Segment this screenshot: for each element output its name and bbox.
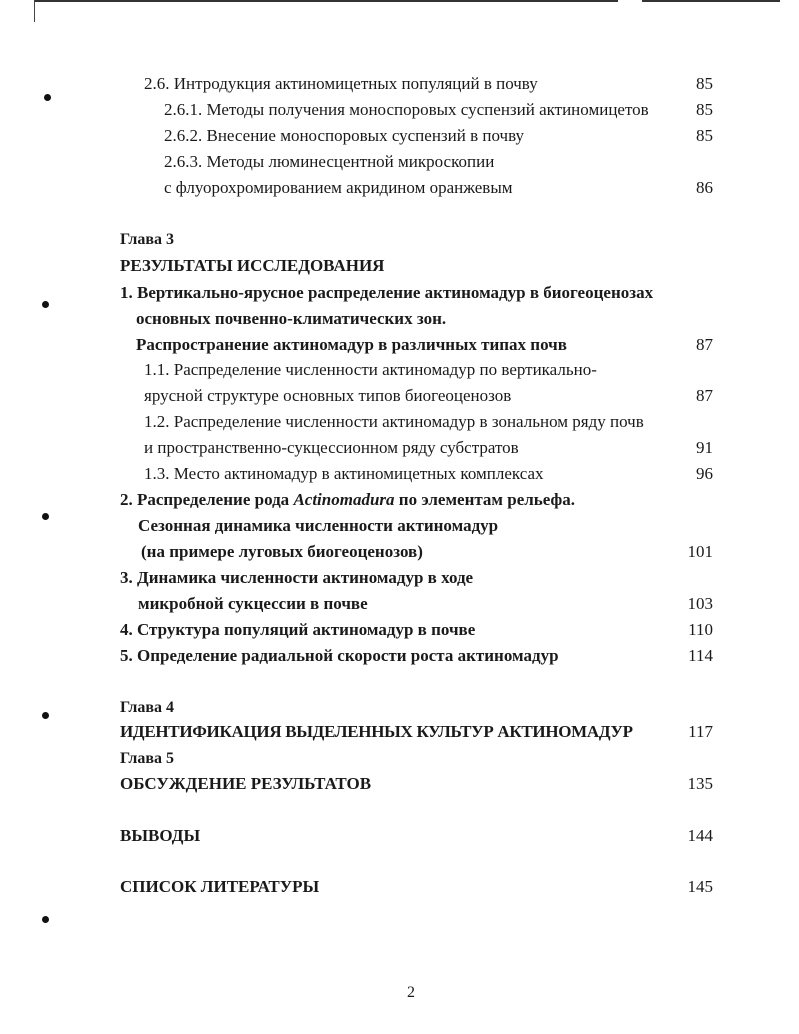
- toc-section-title: 3. Динамика численности актиномадур в ходе: [120, 568, 474, 587]
- toc-entry-page: 117: [688, 722, 713, 741]
- chapter-label-text: Глава 3: [120, 231, 174, 248]
- scan-top-rule: [34, 0, 618, 2]
- toc-section-title: 5. Определение радиальной скорости роста актиномадур: [120, 646, 559, 665]
- page-number: 2: [407, 984, 415, 1001]
- toc-entry-title: 1.1. Распределение численности актиномадур по вертикально-: [144, 360, 597, 379]
- chapter-title-text: ВЫВОДЫ: [120, 826, 201, 845]
- toc-section-title: (на примере луговых биогеоценозов): [141, 542, 423, 561]
- chapter-title-text: ИДЕНТИФИКАЦИЯ ВЫДЕЛЕННЫХ КУЛЬТУР АКТИНОМАДУР: [120, 722, 633, 741]
- toc-entry-page: 135: [687, 774, 713, 793]
- toc-entry-page: 91: [696, 438, 713, 457]
- toc-entry-page: 85: [696, 100, 713, 119]
- toc-section-title: 1. Вертикально-ярусное распределение актиномадур в биогеоценозах: [120, 283, 654, 302]
- toc-entry-page: 86: [696, 178, 713, 197]
- scan-left-rule: [34, 0, 35, 22]
- chapter-title-text: ОБСУЖДЕНИЕ РЕЗУЛЬТАТОВ: [120, 774, 372, 793]
- toc-entry-page: 103: [687, 594, 713, 613]
- toc-entry-page: 145: [687, 877, 713, 896]
- toc-entry-title: и пространственно-сукцессионном ряду субстратов: [144, 438, 519, 457]
- binding-hole-mark: [42, 513, 49, 520]
- toc-entry-page: 101: [687, 542, 713, 561]
- toc-entry-title: ярусной структуре основных типов биогеоценозов: [144, 386, 512, 405]
- toc-entry-page: 114: [688, 646, 713, 665]
- toc-entry-page: 87: [696, 335, 713, 354]
- toc-section-title-end: по элементам рельефа.: [394, 490, 576, 509]
- toc-section-title-start: 2. Распределение рода: [120, 490, 294, 509]
- toc-entry-page: 87: [696, 386, 713, 405]
- binding-hole-mark: [42, 301, 49, 308]
- scan-top-rule-right: [642, 0, 780, 2]
- chapter-title-text: СПИСОК ЛИТЕРАТУРЫ: [120, 877, 320, 896]
- toc-entry-title: 2.6. Интродукция актиномицетных популяций в почву: [144, 74, 538, 93]
- toc-entry-title: 2.6.3. Методы люминесцентной микроскопии: [164, 152, 495, 171]
- binding-hole-mark: [44, 94, 51, 101]
- toc-section-title: Распространение актиномадур в различных типах почв: [136, 335, 567, 354]
- toc-entry-title: 1.2. Распределение численности актиномадур в зональном ряду почв: [144, 412, 644, 431]
- toc-section-title: микробной сукцессии в почве: [138, 594, 368, 613]
- toc-section-title-genus: Actinomadura: [293, 490, 395, 509]
- toc-entry-title: с флуорохромированием акридином оранжевым: [164, 178, 513, 197]
- toc-entry-page: 85: [696, 126, 713, 145]
- toc-entry-page: 110: [688, 620, 713, 639]
- chapter-title-text: РЕЗУЛЬТАТЫ ИССЛЕДОВАНИЯ: [120, 256, 385, 275]
- toc-entry-title: 2.6.2. Внесение моноспоровых суспензий в почву: [164, 126, 525, 145]
- binding-hole-mark: [42, 916, 49, 923]
- toc-entry-page: 144: [687, 826, 713, 845]
- toc-entry-page: 85: [696, 74, 713, 93]
- toc-section-title: [120, 490, 575, 510]
- toc-entry-page: 96: [696, 464, 713, 483]
- chapter-label-text: Глава 4: [120, 699, 174, 716]
- toc-section-title: Сезонная динамика численности актиномадур: [138, 516, 499, 535]
- chapter-label-text: Глава 5: [120, 750, 174, 767]
- toc-entry-title: 2.6.1. Методы получения моноспоровых суспензий актиномицетов: [164, 100, 649, 119]
- toc-section-title: 4. Структура популяций актиномадур в почве: [120, 620, 476, 639]
- toc-entry-title: 1.3. Место актиномадур в актиномицетных комплексах: [144, 464, 544, 483]
- toc-section-title: основных почвенно-климатических зон.: [136, 309, 447, 328]
- binding-hole-mark: [42, 712, 49, 719]
